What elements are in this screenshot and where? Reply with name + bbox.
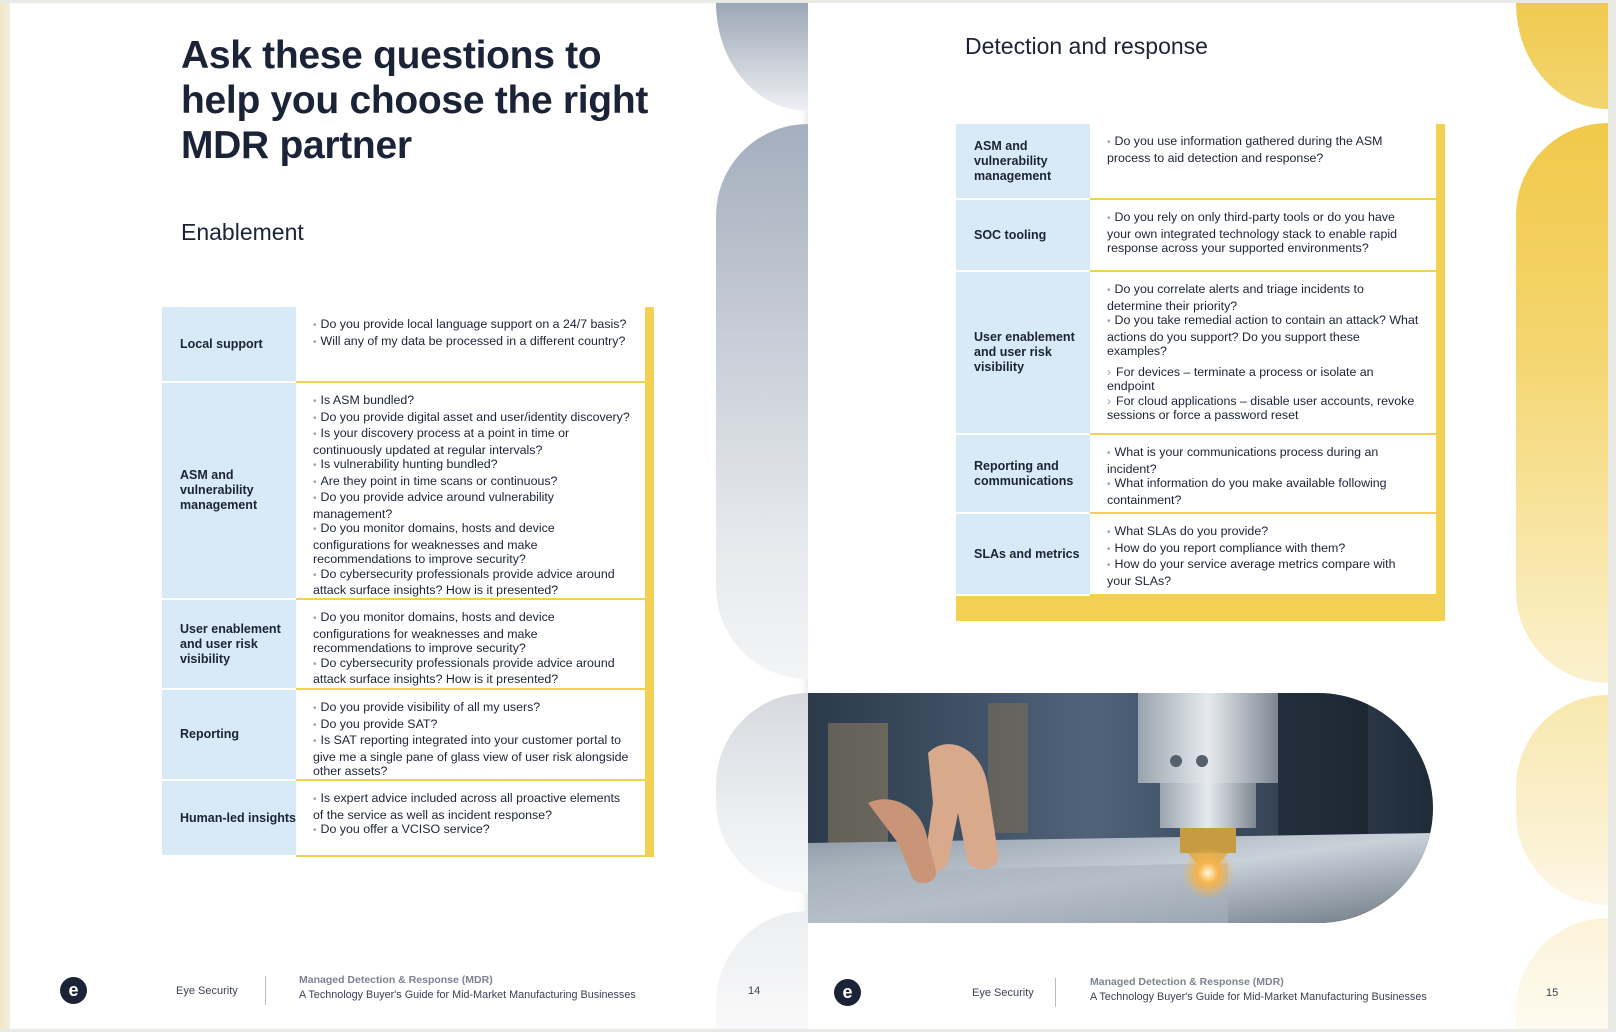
decorative-shape [716,124,808,679]
table-row [162,690,645,781]
question-text: Do cybersecurity professionals provide advice around attack surface insights? How is it presented? [313,655,615,686]
question-item [313,700,631,717]
question-item [1107,313,1422,359]
question-text: Is ASM bundled? [320,393,415,407]
detection-table [956,124,1436,596]
question-item [313,610,631,656]
page-15 [808,3,1608,1029]
question-text: Do you take remedial action to contain an attack? What actions do you support? Do you support these examples? [1107,313,1419,358]
footer-brand: Eye Security [972,987,1034,999]
row-questions [296,307,645,383]
question-text: Do you monitor domains, hosts and device configurations for weaknesses and make recommendations to improve security? [313,610,555,655]
row-label: Reporting [162,690,296,781]
question-text: Do you provide visibility of all my users? [320,700,541,714]
question-text: Do you provide digital asset and user/identity discovery? [320,409,630,424]
table-row [956,435,1436,514]
footer-divider [1055,978,1056,1007]
question-item [1107,476,1422,507]
question-text: What is your communications process during an incident? [1107,445,1379,476]
row-label: User enablement and user risk visibility [162,600,296,690]
question-text: Is SAT reporting integrated into your customer portal to give me a single pane of glass view of user risk alongside other assets? [313,733,629,778]
question-item [313,474,631,491]
question-text: How do your service average metrics compare with your SLAs? [1107,557,1396,588]
table-row [956,272,1436,435]
row-questions [1090,124,1436,200]
question-text: Do cybersecurity professionals provide advice around attack surface insights? How is it presented? [313,566,615,597]
question-item [313,822,631,839]
row-label: SLAs and metrics [956,514,1090,596]
row-questions [296,690,645,781]
question-text: Is your discovery process at a point in time or continuously updated at regular intervals? [313,426,570,457]
question-item [1107,210,1422,256]
question-item [313,656,631,687]
row-label: Human-led insights [162,781,296,857]
section-title-detection: Detection and response [965,33,1208,59]
table-row [162,600,645,690]
question-item [1107,394,1422,423]
row-label: Local support [162,307,296,383]
decorative-shape [1516,695,1608,905]
question-item [313,457,631,474]
question-text: How do you report compliance with them? [1114,540,1346,555]
laser-cutter-photo [808,693,1433,923]
table-row [162,781,645,857]
question-text: Are they point in time scans or continuous? [320,473,558,488]
question-item [1107,134,1422,165]
decorative-shape [1516,3,1608,109]
question-item [1107,445,1422,476]
footer-doc-title: Managed Detection & Response (MDR) [299,974,493,986]
question-item [313,393,631,410]
table-row [162,383,645,600]
footer-brand: Eye Security [176,985,238,997]
question-item [313,567,631,598]
row-questions [1090,514,1436,596]
page-number: 15 [1546,987,1559,999]
footer-doc-title: Managed Detection & Response (MDR) [1090,976,1284,988]
question-item [313,733,631,779]
question-text: Do you provide advice around vulnerability management? [313,490,555,521]
question-item [313,410,631,427]
decorative-shape [1516,123,1608,683]
question-text: For cloud applications – disable user accounts, revoke sessions or force a password reset [1107,393,1415,422]
question-item [313,490,631,521]
row-questions [296,383,645,600]
question-text: What SLAs do you provide? [1114,524,1269,538]
question-item [1107,541,1422,558]
question-text: Do you offer a VCISO service? [320,822,490,836]
decorative-shape [716,3,808,111]
enablement-table [162,307,645,857]
question-item [1107,524,1422,541]
question-text: Is vulnerability hunting bundled? [320,457,498,471]
question-text: Do you provide local language support on a 24/7 basis? [320,317,627,331]
question-text: What information do you make available following containment? [1107,476,1387,507]
row-questions [1090,200,1436,272]
page-14 [10,3,808,1029]
footer-doc-subtitle: A Technology Buyer's Guide for Mid-Market Manufacturing Businesses [299,989,636,1001]
table-row [956,514,1436,596]
question-item [1107,365,1422,394]
question-item [313,426,631,457]
row-questions [1090,435,1436,514]
table-row [956,124,1436,200]
row-label: SOC tooling [956,200,1090,272]
row-label: ASM and vulnerability management [162,383,296,600]
question-item [1107,282,1422,313]
question-item [313,791,631,822]
question-text: Do you provide SAT? [320,716,438,731]
page-footer [10,949,808,1029]
question-item [313,317,631,334]
row-questions [296,781,645,857]
question-text: Will any of my data be processed in a different country? [320,333,626,348]
question-text: Do you monitor domains, hosts and device configurations for weaknesses and make recommendations to improve security? [313,521,555,566]
decorative-shape [716,693,808,893]
question-item [313,717,631,734]
row-label: User enablement and user risk visibility [956,272,1090,435]
eye-security-logo-icon: e [834,979,861,1006]
page-headline: Ask these questions to help you choose the right MDR partner [181,34,649,167]
question-text: Do you correlate alerts and triage incidents to determine their priority? [1107,282,1364,313]
page-number: 14 [748,985,761,997]
question-item [313,334,631,351]
row-questions [1090,272,1436,435]
question-text: Is expert advice included across all proactive elements of the service as well as incident response? [313,791,621,822]
question-item [313,521,631,567]
question-text: For devices – terminate a process or isolate an endpoint [1107,364,1374,393]
section-title-enablement: Enablement [181,219,304,245]
row-label: Reporting and communications [956,435,1090,514]
table-row [956,200,1436,272]
footer-divider [265,976,266,1005]
page-footer [808,949,1608,1029]
question-item [1107,557,1422,588]
table-row [162,307,645,383]
row-label: ASM and vulnerability management [956,124,1090,200]
eye-security-logo-icon: e [60,977,87,1004]
question-text: Do you use information gathered during the ASM process to aid detection and response? [1107,134,1383,165]
footer-doc-subtitle: A Technology Buyer's Guide for Mid-Market Manufacturing Businesses [1090,991,1427,1003]
question-text: Do you rely on only third-party tools or do you have your own integrated technology stack to enable rapid response across your supported environments? [1107,210,1397,255]
row-questions [296,600,645,690]
